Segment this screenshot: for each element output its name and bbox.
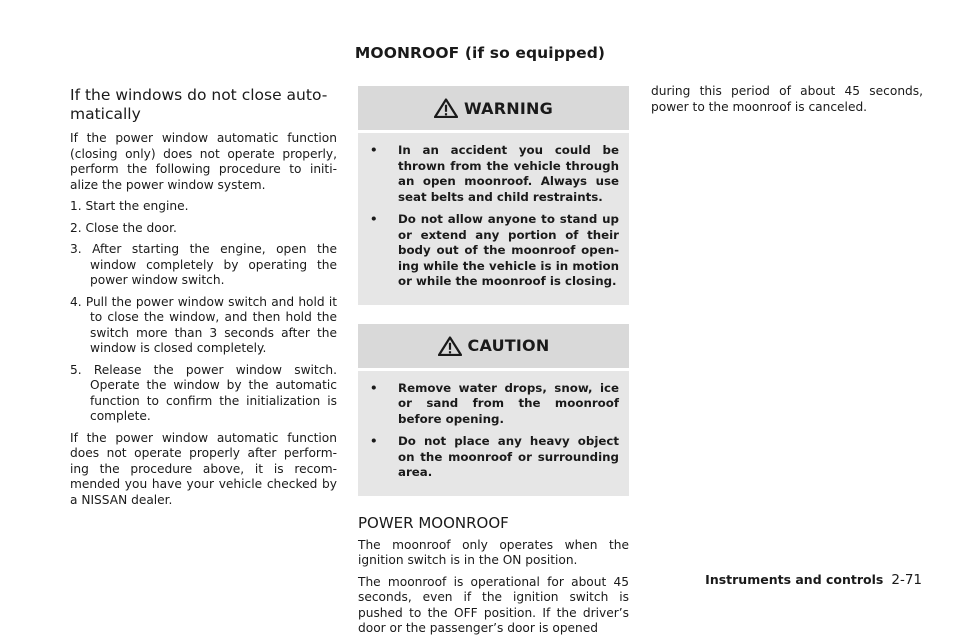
bullet-marker: • [370,434,378,448]
left-column [70,86,337,514]
subsection-heading: If the windows do not close auto- matically [70,86,328,123]
page-number: 2-71 [891,572,922,588]
step-5: 5. Release the power window switch. Operate the window by the automatic function to confirm the initialization is complete. [70,362,337,423]
section-heading: POWER MOONROOF [358,513,509,532]
caution-item-text: Remove water drops, snow, ice or sand from the moonroof before opening. [398,380,619,426]
warning-body [358,133,629,305]
page-title: MOONROOF (if so equipped) [354,44,606,62]
warning-title-bar [358,86,629,130]
bullet-marker: • [370,380,378,395]
warning-item [368,143,619,205]
warning-triangle-icon [434,98,458,118]
caution-item [368,434,619,481]
warning-item-text: In an accident you could be thrown from the vehicle through an open moonroof. Always use seat belts and child restraints. [398,143,619,204]
page-footer [705,572,922,588]
outro-paragraph: If the power window automatic function does not operate properly after perform-ing the procedure above, it is recom-mended you have your vehicle checked by a NISSAN dealer. [70,430,337,507]
intro-paragraph: If the power window automatic function (closing only) does not operate properly, perform the following procedure to initi-alize the power window system. [70,131,337,192]
step-4: 4. Pull the power window switch and hold it to close the window, and then hold the switch more than 3 seconds after the window is closed completely. [70,294,337,355]
caution-item-text: Do not place any heavy object on the moonroof or surrounding area. [398,434,619,479]
caution-item [368,381,619,428]
warning-box [358,86,629,305]
warning-item [368,212,619,290]
warning-triangle-icon [438,336,462,356]
continued-paragraph: during this period of about 45 seconds, power to the moonroof is canceled. [651,84,923,114]
footer-section-name: Instruments and controls [705,572,884,587]
caution-title-bar [358,324,629,368]
warning-title: WARNING [464,98,553,118]
caution-title: CAUTION [467,336,550,355]
bullet-marker: • [370,143,378,157]
procedure-steps [70,199,337,425]
warning-item-text: Do not allow anyone to stand up or extend any portion of their body out of the moonroof open-ing while the vehicle is in motion or while the moonroof is closing. [398,212,619,288]
step-1: 1. Start the engine. [70,199,189,213]
caution-body [358,371,629,496]
body-paragraph: The moonroof is operational for about 45 seconds, even if the ignition switch is pushed to the OFF position. If the driver’s door or the passenger’s door is opened [358,574,629,635]
caution-box [358,324,629,496]
body-paragraph: The moonroof only operates when the ignition switch is in the ON position. [358,537,629,567]
right-column [651,84,923,121]
bullet-marker: • [370,212,378,226]
step-2: 2. Close the door. [70,220,177,235]
middle-column [358,86,629,643]
step-3: 3. After starting the engine, open the window completely by operating the power window switch. [70,242,337,287]
